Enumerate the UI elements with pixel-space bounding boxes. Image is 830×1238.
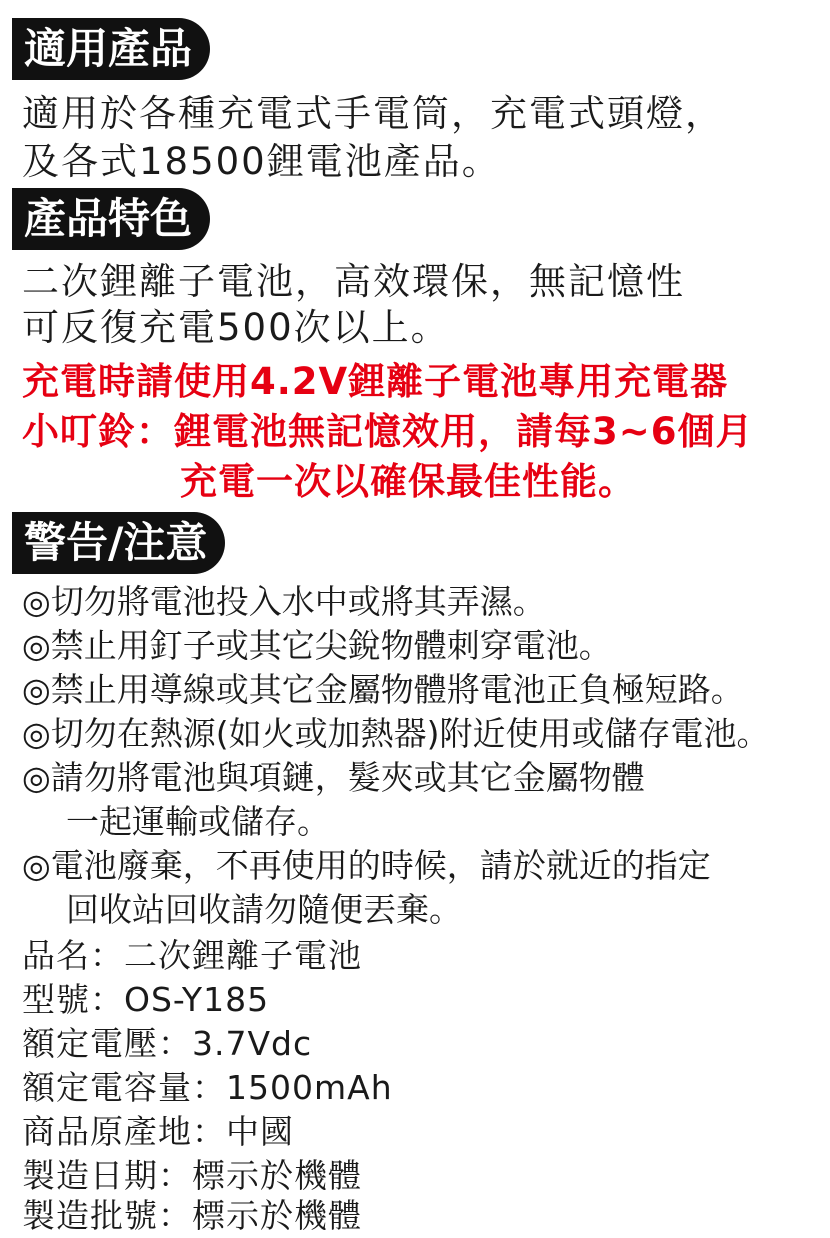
applicable-line-2: 及各式18500鋰電池產品。 (22, 140, 501, 183)
spec-model: 型號：OS-Y185 (22, 980, 270, 1019)
section-heading-features: 產品特色 (12, 188, 210, 250)
warning-item-1: ◎切勿將電池投入水中或將其弄濕。 (22, 582, 546, 621)
warning-item-6-cont: 回收站回收請勿隨便丟棄。 (66, 890, 462, 929)
warning-item-4: ◎切勿在熱源(如火或加熱器)附近使用或儲存電池。 (22, 714, 770, 753)
memory-tip-line-1: 小叮鈴：鋰電池無記憶效用，請每3~6個月 (22, 410, 754, 453)
warning-item-3: ◎禁止用導線或其它金屬物體將電池正負極短路。 (22, 670, 744, 709)
spec-rated-capacity: 額定電容量：1500mAh (22, 1068, 393, 1107)
section-heading-warnings: 警告/注意 (12, 512, 225, 574)
spec-origin: 商品原產地：中國 (22, 1112, 294, 1151)
features-line-1: 二次鋰離子電池，高效環保，無記憶性 (22, 260, 685, 303)
warning-item-6: ◎電池廢棄，不再使用的時候，請於就近的指定 (22, 846, 711, 885)
applicable-line-1: 適用於各種充電式手電筒，充電式頭燈， (22, 92, 724, 135)
memory-tip-line-2: 充電一次以確保最佳性能。 (180, 460, 636, 503)
spec-rated-voltage: 額定電壓：3.7Vdc (22, 1024, 313, 1063)
spec-manufacture-date: 製造日期：標示於機體 (22, 1156, 362, 1195)
spec-batch-number: 製造批號：標示於機體 (22, 1196, 362, 1235)
charging-notice: 充電時請使用4.2V鋰離子電池專用充電器 (22, 360, 729, 403)
warning-item-2: ◎禁止用釘子或其它尖銳物體刺穿電池。 (22, 626, 612, 665)
section-heading-applicable: 適用產品 (12, 18, 210, 80)
warning-item-5-cont: 一起運輸或儲存。 (66, 802, 330, 841)
warning-item-5: ◎請勿將電池與項鏈，髮夾或其它金屬物體 (22, 758, 645, 797)
spec-product-name: 品名：二次鋰離子電池 (22, 936, 362, 975)
features-line-2: 可反復充電500次以上。 (22, 306, 450, 349)
